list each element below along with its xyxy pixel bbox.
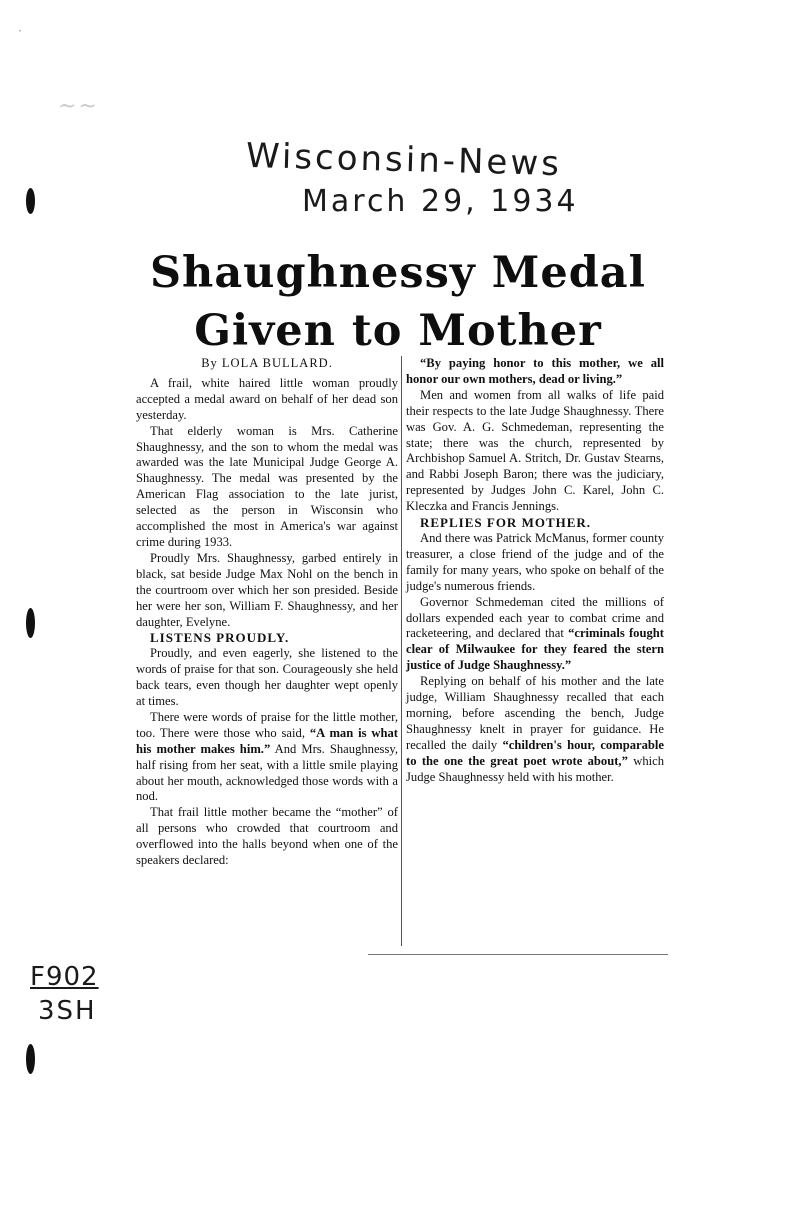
faint-smudge: ~~ [58,94,99,119]
punch-hole-middle [26,608,35,638]
subhead-listens-proudly: LISTENS PROUDLY. [150,630,290,646]
praise-quote: “A man is what his mother makes him.” [136,725,398,756]
paragraph: Proudly, and even eagerly, she listened to the words of praise for that son. Courageously she held back tears, even though her daughter wept openly at times. [136,646,398,709]
paragraph: Proudly Mrs. Shaughnessy, garbed entirely in black, sat beside Judge Max Nohl on the bench in the courtroom over which her son presided. Beside her were her son, William F. Shaughnessy, and her daughter, Evelyne. [136,550,398,629]
paragraph: That frail little mother became the “mother” of all persons who crowded that courtroom and overflowed into the halls beyond when one of the speakers declared: [136,805,398,868]
paragraph: And there was Patrick McManus, former county treasurer, a close friend of the judge and of the family for many years, who spoke on behalf of the judge's numerous friends. [406,530,664,593]
mother-quote: “By paying honor to this mother, we all honor our own mothers, dead or living.” [406,356,664,386]
punch-hole-top [26,188,35,214]
byline: By LOLA BULLARD. [201,356,333,370]
handwritten-code-2: 3SH [38,996,97,1026]
subhead-replies-for-mother: REPLIES FOR MOTHER. [420,515,592,531]
handwritten-source: Wisconsin-News [245,135,563,185]
praise-end: And Mrs. Shaughnessy, half rising from her seat, with a little smile playing about her mouth, acknowledged those words with a nod. [136,741,398,804]
gov-quote: “criminals fought clear of Milwaukee for they feared the stern justice of Judge Shaughnessy.” [406,626,664,673]
headline-line-1: Shaughnessy Medal [150,248,646,298]
right-column [406,356,664,785]
reply-end: which Judge Shaughnessy held with his mother. [406,753,664,784]
column-divider [401,356,402,946]
corner-mark: · [18,24,22,38]
headline-line-2: Given to Mother [194,306,602,356]
paragraph-praise [136,710,398,805]
praise-start: There were words of praise for the little mother, too. There were those who said, [136,709,398,740]
newspaper-clipping [128,244,668,964]
paragraph-reply [406,674,664,785]
paragraph-governor [406,595,664,675]
headline [128,244,668,360]
paragraph: Men and women from all walks of life paid their respects to the late Judge Shaughnessy. There was Gov. A. G. Schmedeman, representing the state; there was the church, represented by Archbishop Samuel A. Stritch, Dr. Gustav Stearns, and Rabbi Joseph Baron; there was the judiciary, represented by Judges John C. Karel, John C. Kleczka and Francis Jennings. [406,387,664,514]
reply-start: Replying on behalf of his mother and the late judge, William Shaughnessy recalled that each morning, before ascending the bench, Judge Shaughnessy knelt in prayer for guidance. He recalled the daily [406,674,664,752]
punch-hole-bottom [26,1044,35,1074]
paragraph: That elderly woman is Mrs. Catherine Shaughnessy, and the son to whom the medal was awarded was the late Municipal Judge George A. Shaughnessy. The medal was presented by the American Flag association to the late jurist, selected as the person in Wisconsin who accomplished the most in America's war against crime during 1933. [136,423,398,549]
gov-start: Governor Schmedeman cited the millions of dollars expended each year to combat crime and racketeering, and declared that [406,594,664,641]
bottom-rule [368,954,668,955]
reply-quote: “children's hour, comparable to the one the great poet wrote about,” [406,737,664,768]
handwritten-code: F902 [30,962,99,992]
handwritten-date: March 29, 1934 [302,184,579,219]
paragraph: A frail, white haired little woman proudly accepted a medal award on behalf of her dead son yesterday. [136,375,398,422]
left-column [136,356,398,869]
